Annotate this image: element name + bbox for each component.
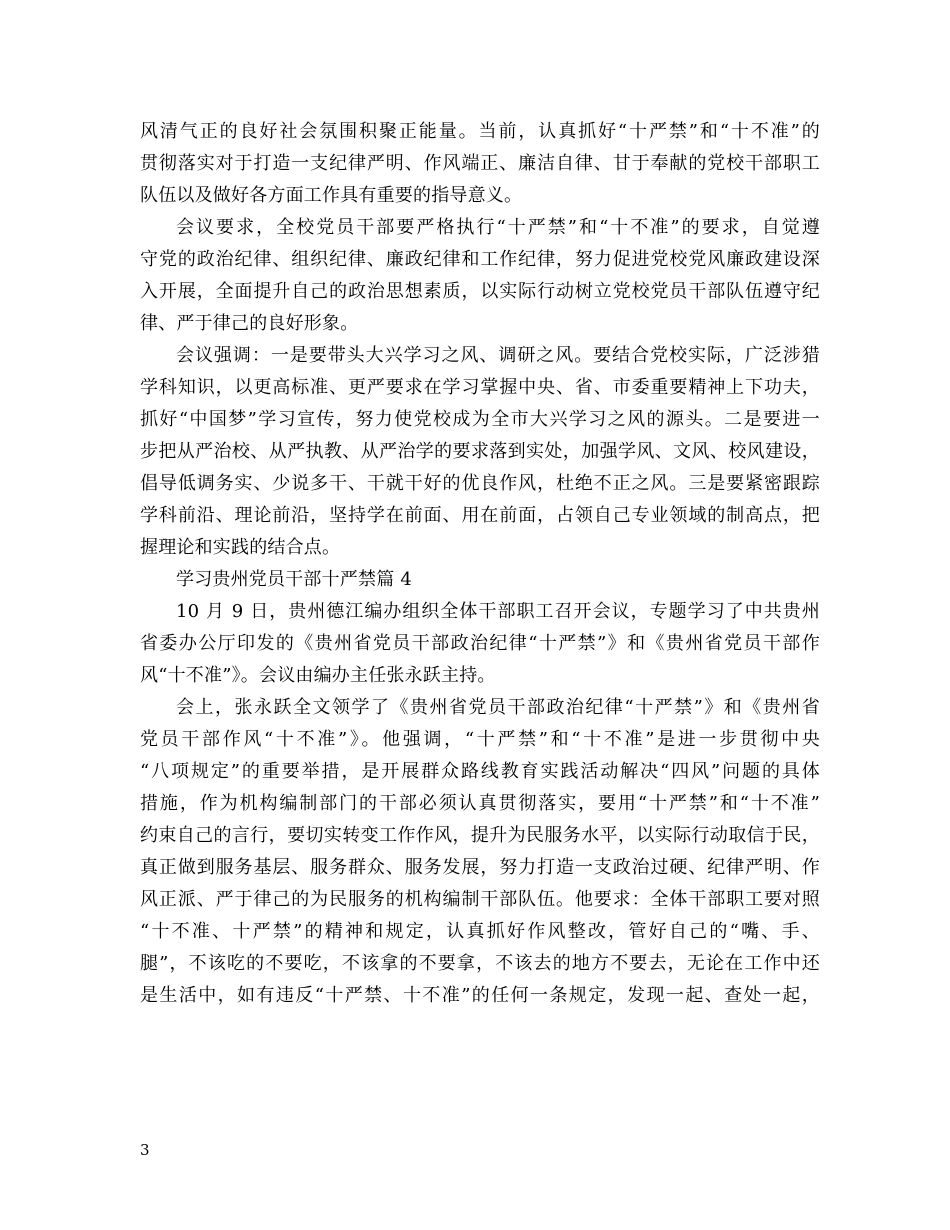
text-line: 守党的政治纪律、组织纪律、廉政纪律和工作纪律，努力促进党校党风廉政建设深 — [140, 249, 820, 270]
text-line: 10 月 9 日，贵州德江编办组织全体干部职工召开会议，专题学习了中共贵州 — [176, 601, 820, 622]
text-line: 抓好“中国梦”学习宣传，努力使党校成为全市大兴学习之风的源头。二是要进一 — [140, 409, 820, 430]
text-line: 腿”，不该吃的不要吃，不该拿的不要拿，不该去的地方不要去，无论在工作中还 — [140, 953, 820, 974]
text-line: 真正做到服务基层、服务群众、服务发展，努力打造一支政治过硬、纪律严明、作 — [140, 857, 820, 878]
text-line: 学科前沿、理论前沿，坚持学在前面、用在前面，占领自己专业领域的制高点，把 — [140, 505, 820, 526]
text-line: 队伍以及做好各方面工作具有重要的指导意义。 — [140, 185, 523, 206]
text-line: 会议要求，全校党员干部要严格执行“十严禁”和“十不准”的要求，自觉遵 — [176, 217, 820, 238]
document-body — [140, 116, 820, 1012]
text-line: 握理论和实践的结合点。 — [140, 537, 341, 558]
text-line: 是生活中，如有违反“十严禁、十不准”的任何一条规定，发现一起、查处一起， — [140, 985, 820, 1006]
text-line: 律、严于律己的良好形象。 — [140, 313, 359, 334]
text-line: 党员干部作风“十不准”》。他强调，“十严禁”和“十不准”是进一步贯彻中央 — [140, 729, 820, 750]
text-line: 风清气正的良好社会氛围积聚正能量。当前，认真抓好“十严禁”和“十不准”的 — [140, 121, 820, 142]
text-line: 倡导低调务实、少说多干、干就干好的优良作风，杜绝不正之风。三是要紧密跟踪 — [140, 473, 820, 494]
text-line: “八项规定”的重要举措，是开展群众路线教育实践活动解决“四风”问题的具体 — [140, 761, 820, 782]
text-line: 约束自己的言行，要切实转变工作作风，提升为民服务水平，以实际行动取信于民， — [140, 825, 820, 846]
text-line: 学科知识，以更高标准、更严要求在学习掌握中央、省、市委重要精神上下功夫， — [140, 377, 820, 398]
text-line: 风“十不准”》。会议由编办主任张永跃主持。 — [140, 665, 496, 686]
text-line: “十不准、十严禁”的精神和规定，认真抓好作风整改，管好自己的“嘴、手、 — [140, 921, 820, 942]
page-number: 3 — [140, 1141, 150, 1159]
text-line: 措施，作为机构编制部门的干部必须认真贯彻落实，要用“十严禁”和“十不准” — [140, 793, 820, 814]
text-line: 贯彻落实对于打造一支纪律严明、作风端正、廉洁自律、甘于奉献的党校干部职工 — [140, 153, 820, 174]
text-line: 学习贵州党员干部十严禁篇 4 — [176, 569, 412, 590]
text-line: 会上，张永跃全文领学了《贵州省党员干部政治纪律“十严禁”》和《贵州省 — [176, 697, 820, 718]
text-line: 风正派、严于律己的为民服务的机构编制干部队伍。他要求：全体干部职工要对照 — [140, 889, 820, 910]
text-line: 会议强调：一是要带头大兴学习之风、调研之风。要结合党校实际，广泛涉猎 — [176, 345, 820, 366]
text-line: 入开展，全面提升自己的政治思想素质，以实际行动树立党校党员干部队伍遵守纪 — [140, 281, 820, 302]
text-line: 省委办公厅印发的《贵州省党员干部政治纪律“十严禁”》和《贵州省党员干部作 — [140, 633, 820, 654]
text-line: 步把从严治校、从严执教、从严治学的要求落到实处，加强学风、文风、校风建设， — [140, 441, 820, 462]
